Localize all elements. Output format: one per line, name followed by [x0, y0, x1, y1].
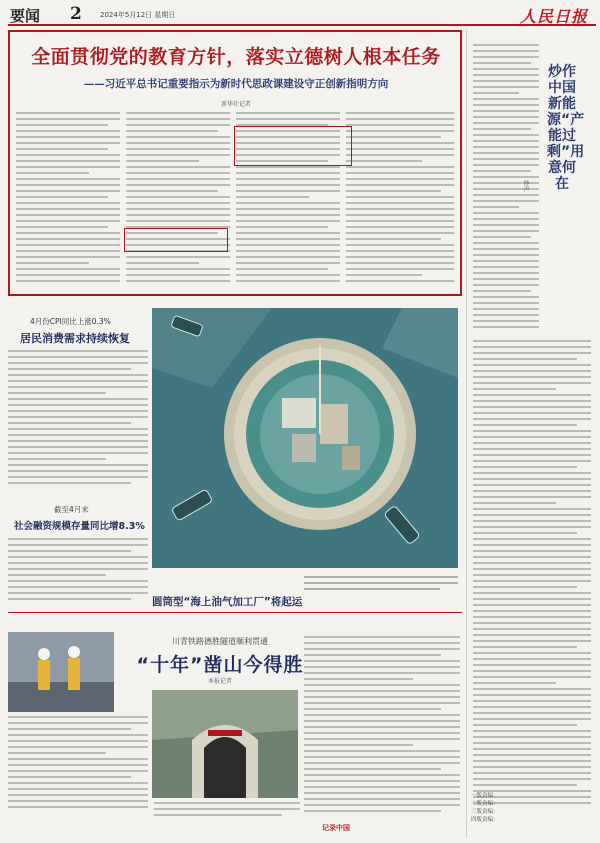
lead-article-subtitle: ——习近平总书记重要指示为新时代思政课建设守正创新指明方向 [83, 78, 389, 90]
workers-illustration [8, 632, 114, 712]
footer-logo: 记录中国 [322, 824, 350, 832]
lead-article-title: 全面贯彻党的教育方针，落实立德树人根本任务 [31, 46, 441, 68]
section-divider [8, 612, 462, 613]
lead-article-column-2 [126, 112, 230, 292]
masthead [8, 4, 596, 26]
commentary-title: 炒作中国新能源“产能过剩”用意何在 [547, 64, 585, 192]
tunnel-story-byline: 本报记者 [207, 678, 232, 685]
tunnel-story-body-2 [154, 802, 300, 826]
tunnel-story-title: “十年”凿山今得胜 [136, 654, 304, 676]
lead-article-frame [8, 30, 462, 296]
editor-line: 三版责编： [471, 809, 499, 815]
cpi-news-body [8, 350, 148, 490]
workers-photo [8, 632, 114, 712]
editor-line: 一版责编： [471, 793, 499, 799]
tunnel-story-kicker: 川青铁路德胜隧道顺利贯通 [172, 637, 268, 646]
finance-news-body [8, 538, 148, 608]
finance-news-kicker: 截至4月末 [54, 505, 89, 514]
issue-date: 2024年5月12日 星期日 [100, 11, 176, 19]
editor-line: 四版责编： [471, 817, 499, 823]
commentary-column [466, 30, 596, 838]
tunnel-illustration [152, 690, 298, 798]
highlight-box-2 [124, 228, 228, 252]
page-number: 2 [70, 4, 82, 24]
commentary-byline: 钟声 [522, 180, 529, 192]
cpi-news-title: 居民消费需求持续恢复 [20, 332, 130, 345]
lead-article-column-4 [346, 112, 454, 292]
section-name: 要闻 [10, 7, 41, 25]
oil-platform-illustration [152, 308, 458, 568]
lead-article-byline: 新华社记者 [220, 101, 251, 108]
tunnel-story-body-3 [304, 636, 460, 818]
paper-logo: 人民日报 [519, 7, 588, 26]
lead-article-column-1 [16, 112, 120, 292]
finance-news-title: 社会融资规模存量同比增8.3% [14, 521, 145, 532]
cpi-news-kicker: 4月份CPI同比上涨0.3% [30, 317, 111, 326]
tunnel-photo [152, 690, 298, 798]
commentary-text-bottom [473, 340, 591, 810]
oil-platform-photo-title: 圆筒型“海上油气加工厂”将起运 [152, 596, 303, 608]
editor-line: 二版责编： [471, 801, 499, 807]
oil-platform-photo [152, 308, 458, 568]
highlight-box-1 [234, 126, 352, 166]
tunnel-story-body-1 [8, 716, 148, 816]
editors-credits [471, 792, 597, 824]
photo-caption [304, 576, 458, 594]
